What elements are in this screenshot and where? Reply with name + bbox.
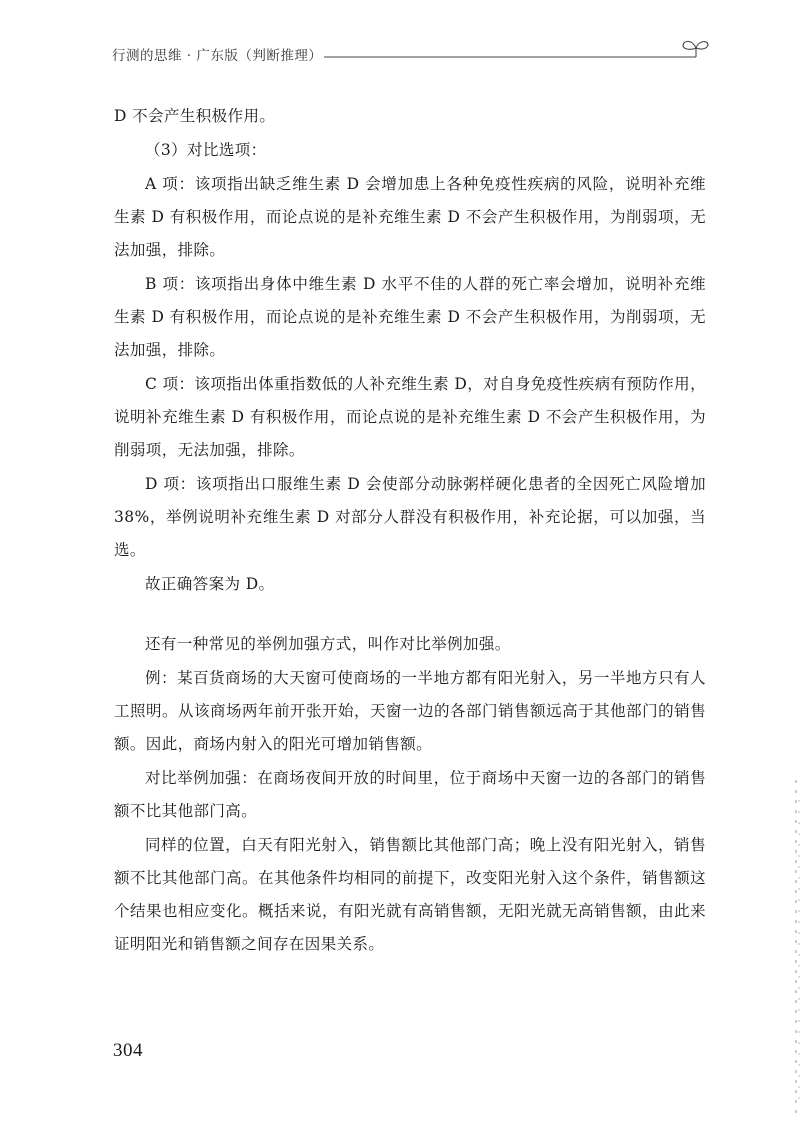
scan-edge-marks — [770, 780, 800, 1120]
paragraph-continuation: D 不会产生积极作用。 — [114, 107, 276, 125]
paragraph-answer: 故正确答案为 D。 — [145, 575, 275, 593]
running-header — [112, 36, 712, 66]
paragraph-option-c: C 项：该项指出体重指数低的人补充维生素 D，对自身免疫性疾病有预防作用，说明补充维生素 D 有积极作用，而论点说的是补充维生素 D 不会产生积极作用，为削弱项，无法加强，排除。 — [114, 375, 706, 459]
paragraph-example: 例：某百货商场的大天窗可使商场的一半地方都有阳光射入，另一半地方只有人工照明。从该商场两年前开张开始，天窗一边的各部门销售额远高于其他部门的销售额。因此，商场内射入的阳光可增加销售额。 — [114, 669, 706, 753]
paragraph-explanation: 同样的位置，白天有阳光射入，销售额比其他部门高；晚上没有阳光射入，销售额不比其他部门高。在其他条件均相同的前提下，改变阳光射入这个条件，销售额这个结果也相应变化。概括来说，有阳光就有高销售额，无阳光就无高销售额，由此来证明阳光和销售额之间存在因果关系。 — [114, 836, 706, 953]
header-title: 行测的思维 · 广东版（判断推理） — [112, 48, 323, 64]
paragraph-contrast-strengthen: 对比举例加强：在商场夜间开放的时间里，位于商场中天窗一边的各部门的销售额不比其他部门高。 — [114, 769, 706, 820]
sprout-icon — [683, 41, 708, 57]
paragraph-intro-contrast: 还有一种常见的举例加强方式，叫作对比举例加强。 — [145, 635, 511, 653]
paragraph-option-b: B 项：该项指出身体中维生素 D 水平不佳的人群的死亡率会增加，说明补充维生素 D 有积极作用，而论点说的是补充维生素 D 不会产生积极作用，为削弱项，无法加强，排除。 — [114, 275, 706, 359]
page-body — [114, 100, 706, 961]
page-number: 304 — [113, 1040, 143, 1061]
paragraph-option-d: D 项：该项指出口服维生素 D 会使部分动脉粥样硬化患者的全因死亡风险增加 38%，举例说明补充维生素 D 对部分人群没有积极作用，补充论据，可以加强，当选。 — [114, 475, 706, 559]
paragraph-compare-options: （3）对比选项： — [145, 141, 267, 159]
paragraph-option-a: A 项：该项指出缺乏维生素 D 会增加患上各种免疫性疾病的风险，说明补充维生素 D 有积极作用，而论点说的是补充维生素 D 不会产生积极作用，为削弱项，无法加强，排除。 — [114, 175, 706, 259]
